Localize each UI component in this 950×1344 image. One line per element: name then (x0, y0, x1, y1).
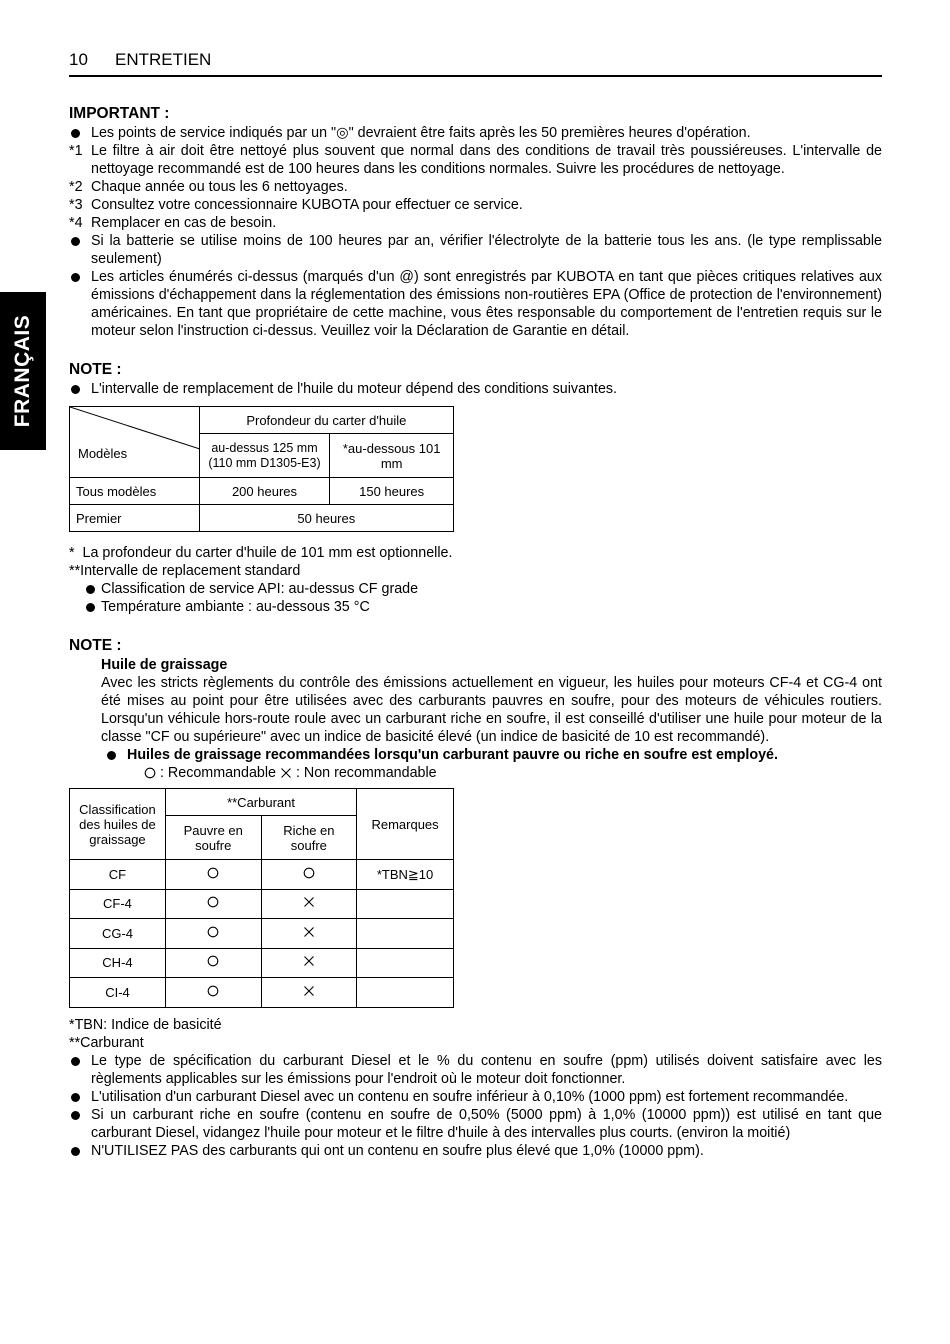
circle-icon (207, 955, 219, 967)
oil-class-cell: CG-4 (70, 919, 166, 949)
oil-class-cell: CH-4 (70, 948, 166, 978)
list-item: Si la batterie se utilise moins de 100 heures par an, vérifier l'électrolyte de la batterie tous les ans. (le type remplissable seulement) (69, 232, 882, 268)
high-sulfur-cell (261, 948, 357, 978)
oil-interval-table (69, 406, 454, 532)
section-title: ENTRETIEN (115, 50, 212, 69)
table-row (70, 919, 454, 949)
low-sulfur-cell (165, 889, 261, 919)
table-header: Profondeur du carter d'huile (199, 407, 453, 434)
table-row (70, 889, 454, 919)
language-tab-label: FRANÇAIS (11, 314, 34, 428)
list-item: Température ambiante : au-dessous 35 °C (84, 598, 882, 616)
list-item: Les articles énumérés ci-dessus (marqués d'un @) sont enregistrés par KUBOTA en tant que pièces critiques relatives aux émissions d'échappement dans la réglementation des émissions non-routières EPA (Office de protection de l'environnement) américaines. En tant que propriétaire de cette machine, vous êtes responsable du comportement de l'entretien requis sur le moteur selon l'instruction ci-dessus. Veuillez voir la Déclaration de Garantie en détail. (69, 268, 882, 340)
footnote: *TBN: Indice de basicité (69, 1016, 222, 1033)
list-item: Si un carburant riche en soufre (contenu en soufre de 0,50% (5000 ppm) à 1,0% (10000 ppm)) est utilisé en tant que carburant Diesel, vidangez l'huile pour moteur et le filtre d'huile à des intervalles plus courts. (environ la moitié) (69, 1106, 882, 1142)
bullet-icon (71, 237, 80, 246)
table-header: Classification des huiles de graissage (70, 789, 166, 860)
remark-cell (357, 889, 454, 919)
bullet-icon (71, 1111, 80, 1120)
bullet-icon (86, 585, 95, 594)
footnote: **Intervalle de replacement standard (69, 563, 301, 579)
list-item: Les points de service indiqués par un "◎" devraient être faits après les 50 premières heures d'opération. (69, 124, 882, 142)
table-row (70, 978, 454, 1008)
list-item: Classification de service API: au-dessus CF grade (84, 580, 882, 598)
legend: : Recommandable : Non recommandable (69, 764, 882, 782)
list-item: L'utilisation d'un carburant Diesel avec un contenu en soufre inférieur à 0,10% (1000 ppm) est fortement recommandée. (69, 1088, 882, 1106)
table-row: Tous modèles 200 heures 150 heures (70, 478, 454, 505)
high-sulfur-cell (261, 889, 357, 919)
list-item: Huiles de graissage recommandées lorsqu'un carburant pauvre ou riche en soufre est employé. (105, 746, 882, 764)
list-item: Le type de spécification du carburant Diesel et le % du contenu en soufre (ppm) utilisés doivent satisfaire avec les règlements applicables sur les émissions pour l'endroit où le moteur doit fonctionner. (69, 1052, 882, 1088)
list-item: *4 Remplacer en cas de besoin. (69, 215, 277, 231)
low-sulfur-cell (165, 978, 261, 1008)
list-item: *3 Consultez votre concessionnaire KUBOTA pour effectuer ce service. (69, 197, 523, 213)
circle-icon (207, 896, 219, 908)
page-number: 10 (69, 50, 88, 69)
table-header: au-dessus 125 mm (110 mm D1305-E3) (199, 434, 330, 478)
circle-icon (207, 985, 219, 997)
paragraph: Avec les stricts règlements du contrôle des émissions actuellement en vigueur, les huiles pour moteurs CF-4 et CG-4 ont été mises au point pour être utilisées avec des carburants pauvres en soufre, pour des moteurs de véhicules routiers. Lorsqu'un véhicule hors-route roule avec un carburant riche en soufre, il est conseillé d'utiliser une huile pour moteur de la classe "CF ou supérieure" avec un indice de basicité élevé (un indice de basicité de 10 est recommandé). (101, 675, 882, 745)
circle-icon (303, 867, 315, 879)
important-list (69, 124, 882, 340)
list-item: N'UTILISEZ PAS des carburants qui ont un contenu en soufre plus élevé que 1,0% (10000 ppm). (69, 1142, 882, 1160)
high-sulfur-cell (261, 978, 357, 1008)
diagonal-line-icon (70, 407, 200, 477)
table-header: **Carburant (165, 789, 356, 816)
note-heading: NOTE : (69, 637, 122, 654)
subheading: Huile de graissage (101, 657, 228, 673)
remark-cell (357, 978, 454, 1008)
cross-icon (303, 896, 315, 908)
table-row (70, 948, 454, 978)
remark-cell (357, 948, 454, 978)
language-tab (0, 292, 46, 450)
cross-icon (303, 955, 315, 967)
footnote: **Carburant (69, 1034, 144, 1051)
circle-icon (207, 926, 219, 938)
remark-cell (357, 919, 454, 949)
remark-cell: *TBN≧10 (357, 860, 454, 890)
cross-icon (280, 767, 292, 779)
low-sulfur-cell (165, 860, 261, 890)
table-header: Remarques (357, 789, 454, 860)
page-content (69, 104, 882, 1160)
bullet-icon (71, 273, 80, 282)
list-item: L'intervalle de remplacement de l'huile du moteur dépend des conditions suivantes. (69, 380, 882, 398)
footnote: * La profondeur du carter d'huile de 101 mm est optionnelle. (69, 545, 453, 561)
oil-class-cell: CF (70, 860, 166, 890)
circle-icon (207, 867, 219, 879)
oil-class-cell: CI-4 (70, 978, 166, 1008)
cross-icon (303, 985, 315, 997)
high-sulfur-cell (261, 919, 357, 949)
lubricant-table (69, 788, 454, 1008)
page-header (69, 49, 882, 77)
bullet-icon (107, 751, 116, 760)
low-sulfur-cell (165, 919, 261, 949)
bullet-icon (86, 603, 95, 612)
list-item: *1 Le filtre à air doit être nettoyé plus souvent que normal dans des conditions de travail très poussiéreuses. L'intervalle de nettoyage recommandé est de 100 heures dans les conditions normales. Suivre les procédures de nettoyage. (69, 143, 882, 177)
bullet-icon (71, 385, 80, 394)
high-sulfur-cell (261, 860, 357, 890)
cross-icon (303, 926, 315, 938)
circle-icon (144, 767, 156, 779)
table-corner-cell: Modèles (70, 407, 200, 478)
bullet-icon (71, 1057, 80, 1066)
bullet-icon (71, 1147, 80, 1156)
list-item: *2 Chaque année ou tous les 6 nettoyages. (69, 179, 348, 195)
table-header: Riche en soufre (261, 816, 357, 860)
table-header: Pauvre en soufre (165, 816, 261, 860)
important-heading: IMPORTANT : (69, 105, 170, 122)
table-header: *au-dessous 101 mm (330, 434, 454, 478)
bullet-icon (71, 129, 80, 138)
table-row (70, 860, 454, 890)
low-sulfur-cell (165, 948, 261, 978)
bullet-icon (71, 1093, 80, 1102)
table-row: Premier 50 heures (70, 505, 454, 532)
note-heading: NOTE : (69, 361, 122, 378)
oil-class-cell: CF-4 (70, 889, 166, 919)
